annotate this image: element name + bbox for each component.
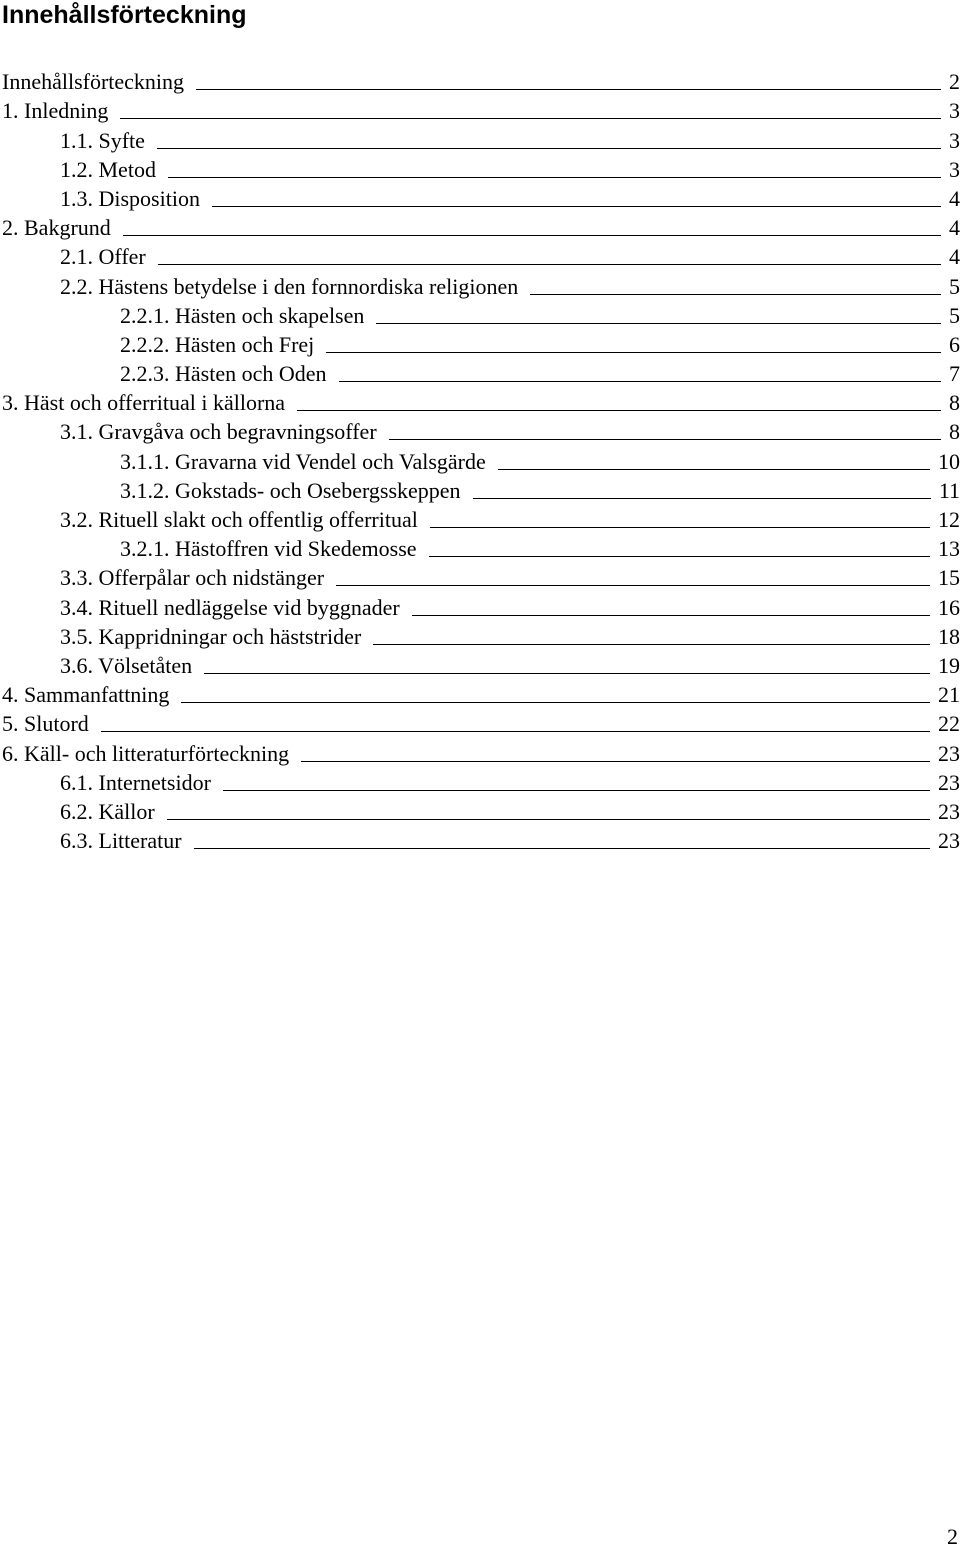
toc-entry-label: 3.5. Kappridningar och häststrider [60, 623, 362, 649]
toc-leader-line [498, 469, 930, 470]
toc-entry-page: 4 [949, 244, 960, 270]
toc-entry[interactable] [0, 124, 960, 153]
toc-entry-page: 7 [949, 361, 960, 387]
toc-entry-page: 13 [938, 536, 960, 562]
toc-entry-page: 23 [938, 769, 960, 795]
toc-entry-label: 3.4. Rituell nedläggelse vid byggnader [60, 594, 400, 620]
toc-entry-page: 4 [949, 215, 960, 241]
toc-entry[interactable] [0, 591, 960, 620]
toc-entry[interactable] [0, 533, 960, 562]
toc-entry[interactable] [0, 329, 960, 358]
toc-entry-page: 18 [938, 623, 960, 649]
toc-entry-label: 3. Häst och offerritual i källorna [2, 390, 286, 416]
toc-leader-line [530, 294, 941, 295]
toc-entry[interactable] [0, 650, 960, 679]
toc-entry-label: 1.2. Metod [60, 156, 156, 182]
toc-leader-line [120, 118, 941, 119]
toc-entry-page: 8 [949, 390, 960, 416]
toc-leader-line [389, 439, 941, 440]
toc-entry-label: 3.1.2. Gokstads- och Osebergsskeppen [120, 477, 461, 503]
toc-leader-line [157, 148, 941, 149]
toc-entry-page: 11 [938, 477, 960, 503]
toc-leader-line [430, 527, 930, 528]
toc-leader-line [223, 790, 930, 791]
toc-entry[interactable] [0, 504, 960, 533]
toc-leader-line [301, 761, 930, 762]
toc-entry[interactable] [0, 212, 960, 241]
toc-leader-line [412, 615, 930, 616]
toc-leader-line [181, 702, 930, 703]
toc-entry[interactable] [0, 621, 960, 650]
page-number: 2 [947, 1524, 958, 1549]
page-title: Innehållsförteckning [2, 1, 247, 29]
toc-entry[interactable] [0, 708, 960, 737]
toc-entry-page: 10 [938, 448, 960, 474]
toc-leader-line [212, 206, 941, 207]
toc-entry-label: 1. Inledning [2, 98, 109, 124]
toc-entry-page: 3 [949, 127, 960, 153]
toc-leader-line [204, 673, 930, 674]
toc-entry[interactable] [0, 300, 960, 329]
toc-entry[interactable] [0, 241, 960, 270]
toc-entry-label: 6. Käll- och litteraturförteckning [2, 740, 290, 766]
toc-entry-label: 1.3. Disposition [60, 185, 200, 211]
toc-entry-label: 2.2.2. Hästen och Frej [120, 331, 315, 357]
toc-entry-page: 6 [949, 331, 960, 357]
toc-leader-line [123, 235, 941, 236]
toc-entry-page: 22 [938, 711, 960, 737]
toc-leader-line [376, 323, 941, 324]
toc-leader-line [297, 410, 941, 411]
toc-leader-line [473, 498, 931, 499]
toc-entry-page: 8 [949, 419, 960, 445]
toc-entry-label: 2.2.1. Hästen och skapelsen [120, 302, 365, 328]
toc-entry-label: 1.1. Syfte [60, 127, 145, 153]
toc-entry-label: 2.1. Offer [60, 244, 146, 270]
toc-entry-label: 3.1. Gravgåva och begravningsoffer [60, 419, 377, 445]
toc-entry-page: 5 [949, 273, 960, 299]
table-of-contents [0, 66, 960, 854]
toc-entry[interactable] [0, 183, 960, 212]
toc-entry[interactable] [0, 154, 960, 183]
toc-entry-page: 16 [938, 594, 960, 620]
toc-entry[interactable] [0, 270, 960, 299]
toc-entry-label: 5. Slutord [2, 711, 89, 737]
toc-leader-line [194, 848, 930, 849]
toc-entry-page: 12 [938, 507, 960, 532]
toc-entry-label: 3.2.1. Hästoffren vid Skedemosse [120, 536, 417, 562]
toc-entry-label: 6.3. Litteratur [60, 828, 182, 854]
toc-leader-line [336, 585, 930, 586]
toc-leader-line [158, 264, 941, 265]
toc-entry-page: 5 [949, 302, 960, 328]
toc-leader-line [373, 644, 930, 645]
toc-entry-page: 21 [938, 682, 960, 708]
toc-entry[interactable] [0, 358, 960, 387]
toc-entry-label: 4. Sammanfattning [2, 682, 170, 708]
toc-entry-label: Innehållsförteckning [2, 69, 185, 95]
toc-leader-line [339, 381, 941, 382]
toc-entry[interactable] [0, 445, 960, 474]
toc-entry[interactable] [0, 387, 960, 416]
toc-entry-label: 2.2. Hästens betydelse i den fornnordiska religionen [60, 273, 519, 299]
toc-leader-line [326, 352, 941, 353]
toc-entry[interactable] [0, 737, 960, 766]
toc-entry-page: 23 [938, 798, 960, 824]
toc-entry-page: 4 [949, 185, 960, 211]
toc-entry-label: 3.2. Rituell slakt och offentlig offerritual [60, 507, 418, 532]
toc-entry-label: 6.2. Källor [60, 798, 155, 824]
toc-entry-page: 19 [938, 652, 960, 678]
toc-entry-label: 3.6. Völsetåten [60, 652, 193, 678]
toc-entry-label: 3.1.1. Gravarna vid Vendel och Valsgärde [120, 448, 486, 474]
toc-entry-page: 23 [938, 740, 960, 766]
toc-entry-label: 3.3. Offerpålar och nidstänger [60, 565, 325, 591]
toc-entry-page: 15 [938, 565, 960, 591]
toc-entry-page: 23 [938, 828, 960, 854]
toc-leader-line [168, 177, 941, 178]
toc-leader-line [429, 556, 930, 557]
toc-leader-line [196, 89, 941, 90]
toc-entry-page: 3 [949, 156, 960, 182]
toc-entry-page: 3 [949, 98, 960, 124]
toc-entry-label: 2. Bakgrund [2, 215, 111, 241]
toc-entry[interactable] [0, 66, 960, 95]
toc-entry[interactable] [0, 416, 960, 445]
toc-entry[interactable] [0, 796, 960, 825]
toc-entry[interactable] [0, 679, 960, 708]
toc-entry[interactable] [0, 475, 960, 504]
toc-entry[interactable] [0, 95, 960, 124]
toc-entry[interactable] [0, 767, 960, 796]
toc-leader-line [101, 731, 930, 732]
toc-entry-page: 2 [949, 69, 960, 95]
toc-entry[interactable] [0, 825, 960, 854]
toc-entry-label: 2.2.3. Hästen och Oden [120, 361, 327, 387]
toc-leader-line [167, 819, 930, 820]
toc-entry-label: 6.1. Internetsidor [60, 769, 211, 795]
toc-entry[interactable] [0, 562, 960, 591]
